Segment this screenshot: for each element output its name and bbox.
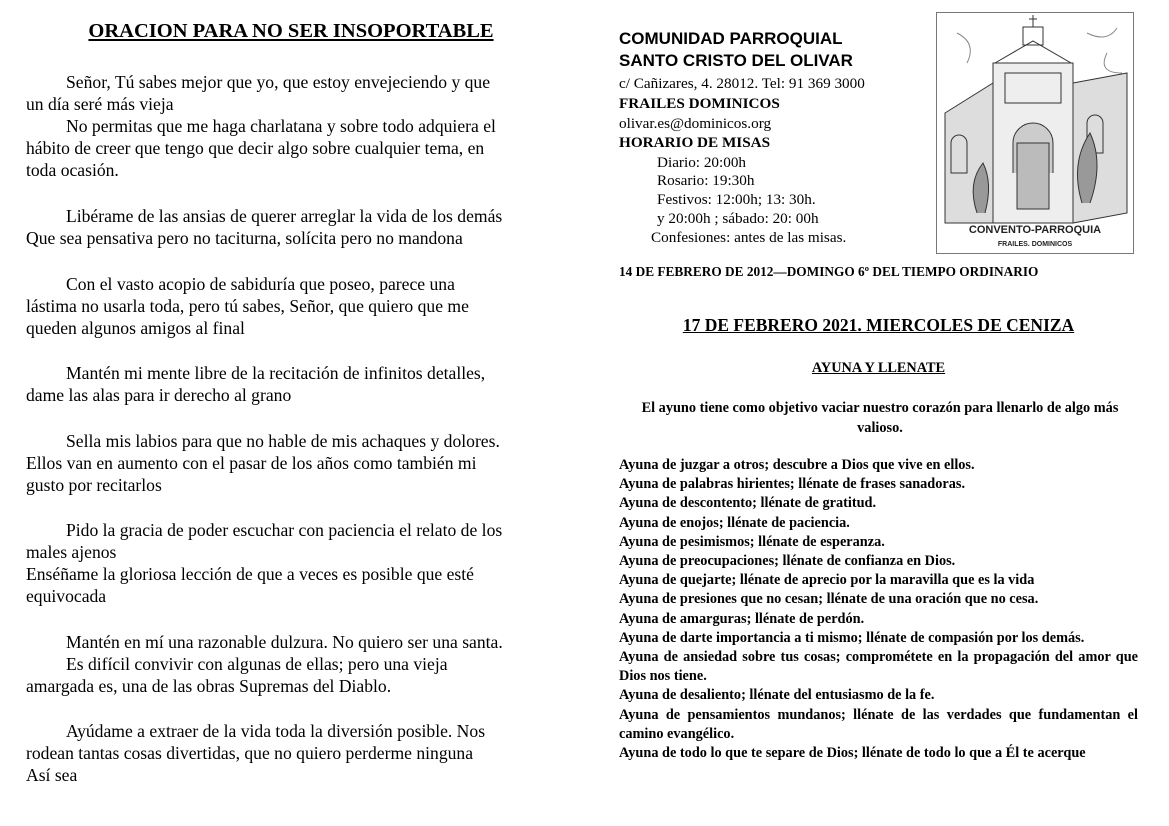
frailes-heading: FRAILES DOMINICOS — [619, 95, 780, 112]
schedule-rosario: Rosario: 19:30h — [657, 172, 755, 189]
parish-email[interactable]: olivar.es@dominicos.org — [619, 115, 772, 132]
prayer-line: Ayúdame a extraer de la vida toda la diversión posible. Nos — [66, 721, 486, 741]
prayer-line: Sella mis labios para que no hable de mis achaques y dolores. — [66, 431, 500, 451]
list-item: Ayuna de ansiedad sobre tus cosas; comprométete en la propagación del amor que Dios nos tiene. — [619, 649, 1138, 685]
prayer-line: Libérame de las ansias de querer arreglar la vida de los demás — [66, 206, 503, 226]
mass-schedule-heading: HORARIO DE MISAS — [619, 134, 771, 151]
prayer-line: Es difícil convivir con algunas de ellas; pero una vieja — [66, 654, 448, 674]
prayer-line: No permitas que me haga charlatana y sobre todo adquiera el — [66, 116, 496, 136]
list-item: Ayuna de pesimismos; llénate de esperanza. — [619, 533, 885, 550]
prayer-line: males ajenos — [26, 542, 117, 562]
prayer-line: hábito de creer que tengo que decir algo sobre cualquier tema, en — [26, 138, 485, 158]
prayer-line: lástima no usarla toda, pero tú sabes, Señor, que quiero que me — [26, 296, 469, 316]
list-item: Ayuna de palabras hirientes; llénate de frases sanadoras. — [619, 476, 966, 493]
list-item: Ayuna de juzgar a otros; descubre a Dios que vive en ellos. — [619, 457, 975, 473]
schedule-sabado: y 20:00h ; sábado: 20: 00h — [657, 210, 819, 227]
list-item: Ayuna de preocupaciones; llénate de confianza en Dios. — [619, 553, 956, 570]
image-caption-frailes: FRAILES. DOMINICOS — [997, 241, 1073, 248]
list-item: Ayuna de quejarte; llénate de aprecio por la maravilla que es la vida — [619, 572, 1035, 589]
list-item: Ayuna de enojos; llénate de paciencia. — [619, 514, 850, 531]
prayer-line: Mantén en mí una razonable dulzura. No quiero ser una santa. — [66, 632, 503, 652]
fasting-list — [619, 456, 1138, 763]
prayer-line: Mantén mi mente libre de la recitación de infinitos detalles, — [66, 363, 486, 383]
section-subtitle: AYUNA Y LLENATE — [811, 360, 946, 376]
prayer-line: Enséñame la gloriosa lección de que a veces es posible que esté — [26, 564, 474, 584]
main-title: 17 DE FEBRERO 2021. MIERCOLES DE CENIZA — [682, 315, 1075, 335]
prayer-line: gusto por recitarlos — [26, 475, 162, 495]
list-item: Ayuna de pensamientos mundanos; llénate de las verdades que fundamentan el camino evangélico. — [619, 706, 1138, 742]
prayer-line: queden algunos amigos al final — [26, 318, 245, 338]
schedule-confesiones: Confesiones: antes de las misas. — [651, 229, 847, 246]
parish-name-line2: SANTO CRISTO DEL OLIVAR — [619, 51, 853, 70]
list-item: Ayuna de amarguras; llénate de perdón. — [619, 610, 865, 627]
prayer-line: amargada es, una de las obras Supremas del Diablo. — [26, 676, 392, 696]
prayer-line: rodean tantas cosas divertidas, que no quiero perderme ninguna — [26, 743, 474, 763]
list-item: Ayuna de todo lo que te separe de Dios; llénate de todo lo que a Él te acerque — [619, 745, 1086, 762]
parish-name-line1: COMUNIDAD PARROQUIAL — [619, 29, 843, 48]
church-sketch-icon — [937, 13, 1133, 253]
prayer-line: equivocada — [26, 586, 107, 606]
list-item: Ayuna de descontento; llénate de gratitud. — [619, 495, 877, 512]
church-drawing — [936, 12, 1134, 254]
prayer-line: dame las alas para ir derecho al grano — [26, 385, 292, 405]
image-caption-convento: CONVENTO-PARROQUIA — [968, 224, 1102, 236]
parish-address: c/ Cañizares, 4. 28012. Tel: 91 369 3000 — [619, 75, 865, 92]
prayer-line: un día seré más vieja — [26, 94, 174, 114]
intro-text: El ayuno tiene como objetivo vaciar nuestro corazón para llenarlo de algo más valioso. — [641, 400, 1119, 436]
list-item: Ayuna de darte importancia a ti mismo; llénate de compasión por los demás. — [619, 629, 1085, 646]
prayer-line: toda ocasión. — [26, 160, 119, 180]
prayer-line: Señor, Tú sabes mejor que yo, que estoy envejeciendo y que — [66, 72, 491, 92]
prayer-line: Así sea — [26, 765, 78, 785]
prayer-line: Ellos van en aumento con el pasar de los años como también mi — [26, 453, 477, 473]
schedule-diario: Diario: 20:00h — [657, 154, 747, 171]
schedule-festivos: Festivos: 12:00h; 13: 30h. — [657, 191, 816, 208]
list-item: Ayuna de desaliento; llénate del entusiasmo de la fe. — [619, 687, 935, 704]
date-line: 14 DE FEBRERO DE 2012—DOMINGO 6º DEL TIEMPO ORDINARIO — [619, 264, 1039, 279]
list-item: Ayuna de presiones que no cesan; llénate de una oración que no cesa. — [619, 591, 1039, 608]
prayer-line: Pido la gracia de poder escuchar con paciencia el relato de los — [66, 520, 503, 540]
prayer-line: Que sea pensativa pero no taciturna, solícita pero no mandona — [26, 228, 463, 248]
prayer-title: ORACION PARA NO SER INSOPORTABLE — [88, 20, 494, 42]
prayer-line: Con el vasto acopio de sabiduría que poseo, parece una — [66, 274, 455, 294]
